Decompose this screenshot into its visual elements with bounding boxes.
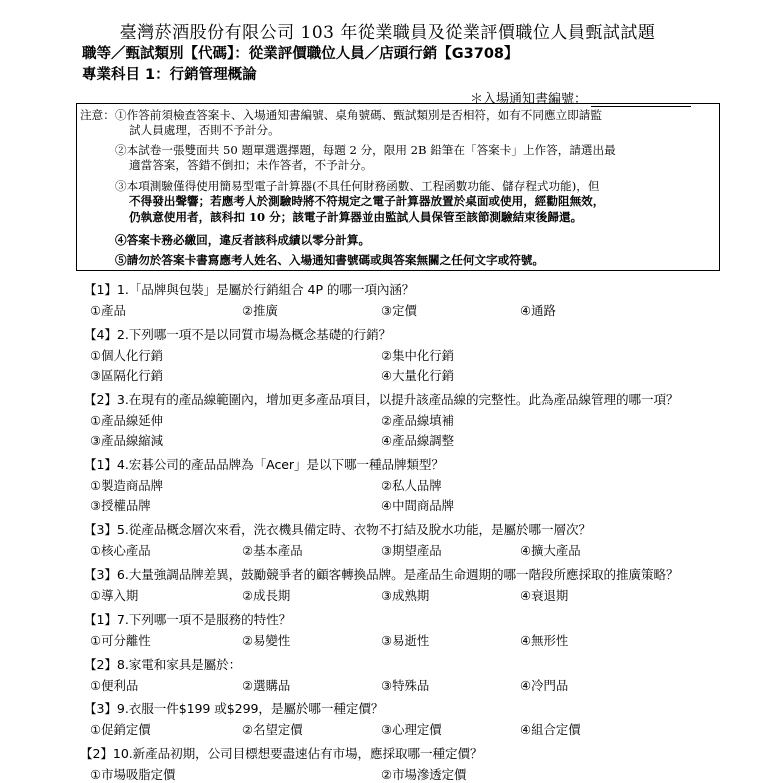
question-9 — [84, 698, 383, 717]
notice-label: 注意： — [80, 108, 115, 122]
option: ③心理定價 — [381, 722, 442, 737]
notice-item — [115, 179, 715, 225]
option: ③授權品牌 — [90, 498, 151, 513]
question-text: 【2】8.家電和家具是屬於： — [84, 657, 242, 672]
notice-item-number: ② — [115, 143, 127, 157]
option: ④通路 — [520, 303, 556, 318]
question-6 — [84, 564, 678, 583]
question-text: 【4】2.下列哪一項不是以同質市場為概念基礎的行銷？ — [84, 327, 392, 342]
notice-item-continuation: 適當答案，答錯不倒扣；未作答者，不予計分。 — [129, 158, 373, 173]
option: ②名望定價 — [242, 722, 303, 737]
notice-item-number: ③ — [115, 179, 127, 193]
notice-item-text: 本試卷一張雙面共 50 題單選選擇題，每題 2 分，限用 2B 鉛筆在「答案卡」上作答，請選出最 — [126, 143, 616, 157]
option: ④無形性 — [520, 633, 569, 648]
question-text: 【1】1.「品牌與包裝」是屬於行銷組合 4P 的哪一項內涵？ — [84, 282, 415, 297]
option: ③成熟期 — [381, 588, 430, 603]
question-text: 【3】5.從產品概念層次來看，洗衣機具備定時、衣物不打結及脫水功能，是屬於哪一層次？ — [84, 522, 591, 537]
option: ①導入期 — [90, 588, 139, 603]
option: ①核心產品 — [90, 543, 151, 558]
option: ②選購品 — [242, 678, 291, 693]
option: ①便利品 — [90, 678, 139, 693]
question-2 — [84, 324, 391, 343]
question-1 — [84, 279, 414, 298]
question-text: 【1】7.下列哪一項不是服務的特性？ — [84, 612, 292, 627]
question-7 — [84, 609, 291, 628]
notice-item-number: ① — [115, 108, 127, 122]
option: ①促銷定價 — [90, 722, 151, 737]
notice-item-continuation: 仍執意使用者，該科扣 10 分；該電子計算器並由監試人員保管至該節測驗結束後歸還。 — [129, 209, 583, 224]
question-3 — [84, 389, 678, 408]
question-4 — [84, 454, 444, 473]
option: ①產品 — [90, 303, 126, 318]
option: ③產品線縮減 — [90, 433, 164, 448]
option: ④組合定價 — [520, 722, 581, 737]
notice-item — [115, 253, 715, 268]
notice-item-number: ⑤ — [115, 253, 127, 267]
option: ②集中化行銷 — [381, 348, 455, 363]
notice-item-text: 作答前須檢查答案卡、入場通知書編號、桌角號碼、甄試類別是否相符，如有不同應立即請監 — [126, 108, 602, 122]
notice-item-continuation: 試人員處理，否則不予計分。 — [129, 123, 280, 138]
option: ③期望產品 — [381, 543, 442, 558]
notice-box — [76, 103, 720, 271]
exam-subject-line: 專業科目 1：行銷管理概論 — [82, 67, 257, 83]
option: ②市場滲透定價 — [381, 767, 467, 782]
option: ③區隔化行銷 — [90, 368, 164, 383]
question-8 — [84, 654, 241, 673]
option: ③定價 — [381, 303, 417, 318]
exam-title: 臺灣菸酒股份有限公司 103 年從業職員及從業評價職位人員甄試試題 — [119, 23, 656, 43]
question-text: 【3】9.衣服一件$199 或$299，是屬於哪一種定價？ — [84, 701, 384, 716]
notice-item — [115, 108, 715, 139]
option: ④大量化行銷 — [381, 368, 455, 383]
question-text: 【2】10.新產品初期，公司目標想要盡速佔有市場，應採取哪一種定價？ — [80, 746, 483, 761]
question-text: 【3】6.大量強調品牌差異，鼓勵競爭者的顧客轉換品牌。是產品生命週期的哪一階段所應採取的推廣策略？ — [84, 567, 679, 582]
question-text: 【1】4.宏碁公司的產品品牌為「Acer」是以下哪一種品牌類型？ — [84, 457, 444, 472]
option: ②成長期 — [242, 588, 291, 603]
option: ②推廣 — [242, 303, 278, 318]
notice-item-text: 請勿於答案卡書寫應考人姓名、入場通知書號碼或與答案無關之任何文字或符號。 — [126, 253, 544, 267]
option: ②產品線填補 — [381, 413, 455, 428]
question-text: 【2】3.在現有的產品線範圍內，增加更多產品項目，以提升該產品線的完整性。此為產品線管理的哪一項？ — [84, 392, 679, 407]
option: ②基本產品 — [242, 543, 303, 558]
option: ②私人品牌 — [381, 478, 442, 493]
option: ③易逝性 — [381, 633, 430, 648]
notice-item — [115, 143, 715, 174]
exam-category-line: 職等／甄試類別【代碼】：從業評價職位人員／店頭行銷【G3708】 — [82, 46, 519, 62]
option: ④擴大產品 — [520, 543, 581, 558]
option: ④中間商品牌 — [381, 498, 455, 513]
option: ①可分離性 — [90, 633, 151, 648]
option: ①個人化行銷 — [90, 348, 164, 363]
option: ④冷門品 — [520, 678, 569, 693]
option: ①製造商品牌 — [90, 478, 164, 493]
option: ④產品線調整 — [381, 433, 455, 448]
option: ③特殊品 — [381, 678, 430, 693]
notice-item-text: 答案卡務必繳回，違反者該科成績以零分計算。 — [126, 233, 371, 247]
notice-item-continuation: 不得發出聲響；若應考人於測驗時將不符規定之電子計算器放置於桌面或使用，經勸阻無效， — [129, 194, 605, 209]
notice-item-number: ④ — [115, 233, 127, 247]
option: ①產品線延伸 — [90, 413, 164, 428]
admission-number-label: ＊入場通知書編號： — [470, 92, 588, 107]
option: ①市場吸脂定價 — [90, 767, 176, 782]
question-5 — [84, 519, 591, 538]
notice-item-text: 本項測驗僅得使用簡易型電子計算器(不具任何財務函數、工程函數功能、儲存程式功能)，但 — [126, 179, 600, 193]
notice-item — [115, 233, 715, 248]
option: ②易變性 — [242, 633, 291, 648]
option: ④衰退期 — [520, 588, 569, 603]
question-10 — [80, 743, 482, 762]
